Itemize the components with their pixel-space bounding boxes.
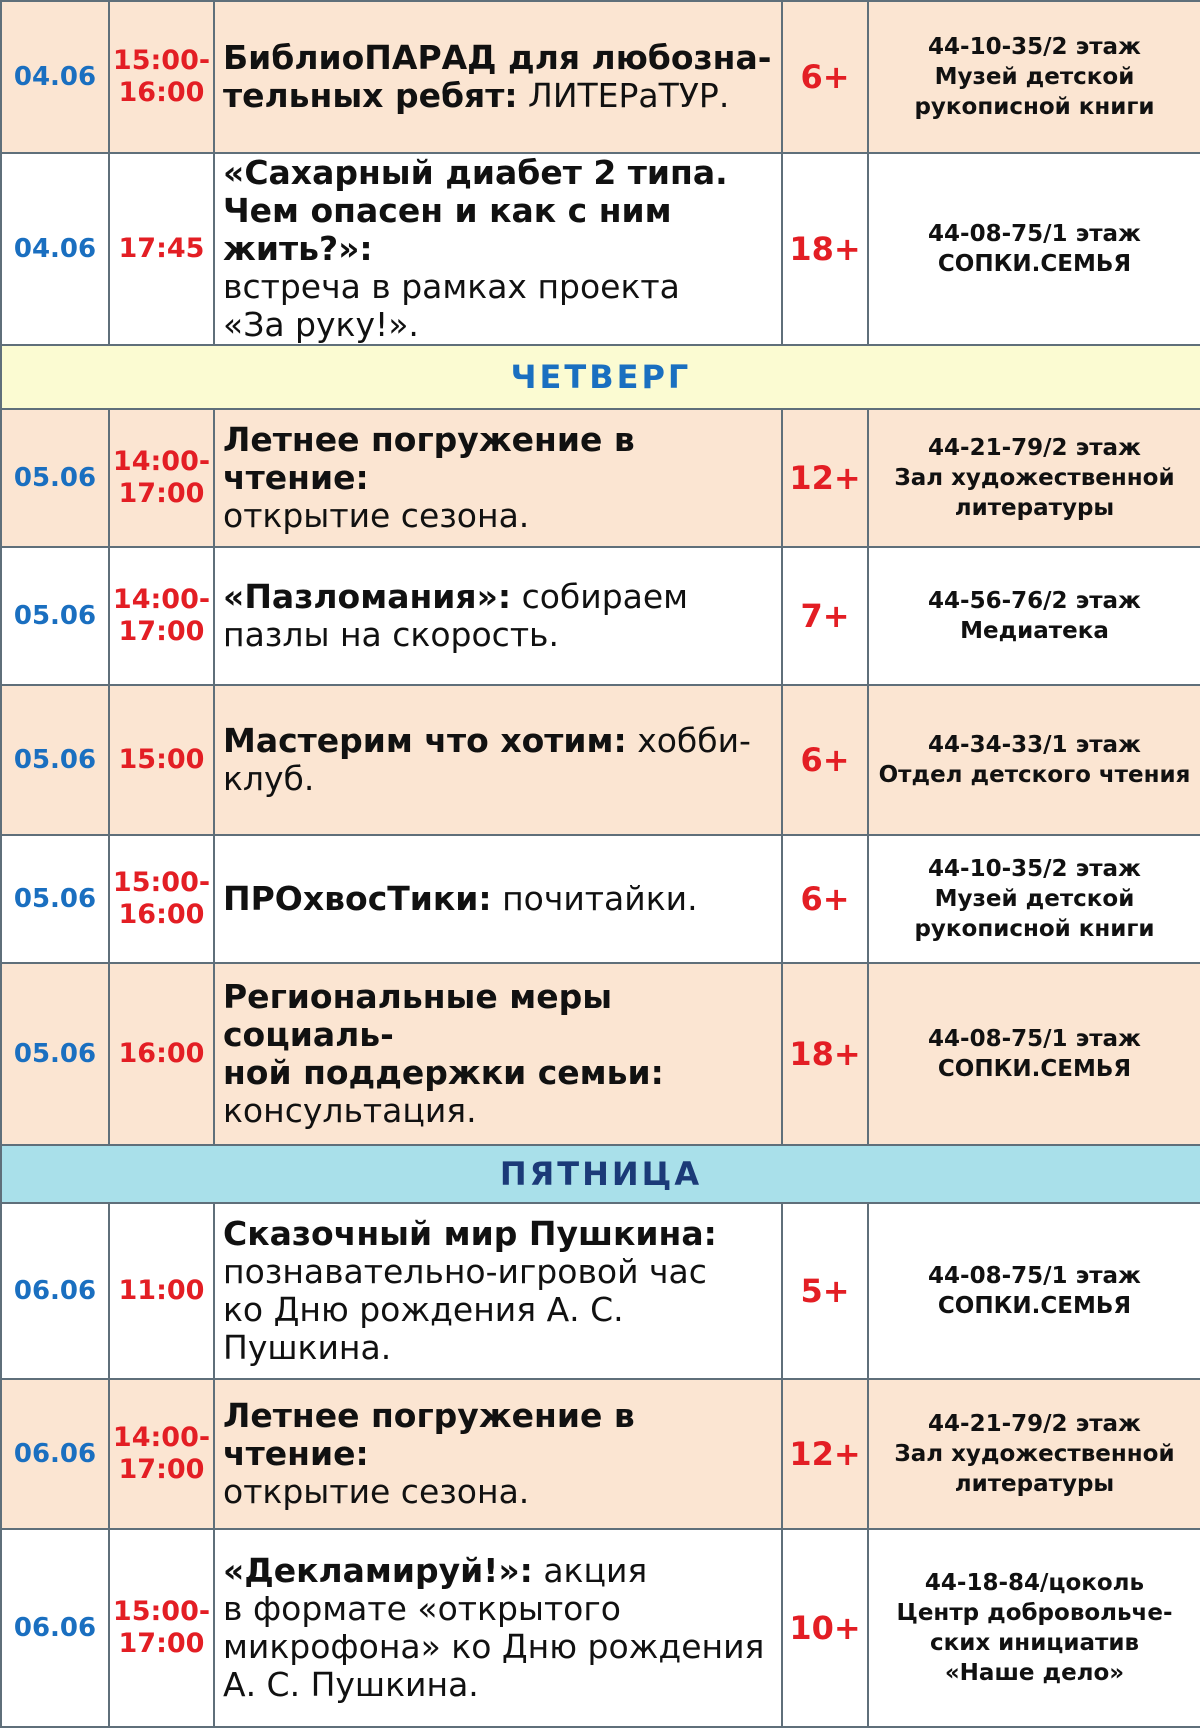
event-details: познавательно-игровой час ко Дню рождения А. С. Пушкина.: [223, 1252, 707, 1367]
event-title: ПРОхвосТики:: [223, 879, 492, 918]
event-row: [1, 1529, 1200, 1727]
location-line: Центр добровольче-: [896, 1600, 1173, 1626]
event-row: [1, 547, 1200, 685]
age-rating: 12+: [782, 409, 868, 547]
event-title: «Пазломания»:: [223, 577, 512, 616]
event-location: [868, 1, 1200, 153]
location-line: рукописной книги: [914, 916, 1155, 942]
event-date: 06.06: [1, 1529, 109, 1727]
event-date: 05.06: [1, 963, 109, 1145]
location-line: литературы: [954, 495, 1115, 521]
event-title: Летнее погружение в чтение:: [223, 1396, 635, 1473]
location-line: Зал художественной: [894, 1441, 1175, 1467]
event-title: «Декламируй!»:: [223, 1551, 533, 1590]
location-line: 44-56-76/2 этаж: [928, 588, 1141, 614]
event-time-text: 15:00: [118, 744, 205, 775]
location-line: литературы: [954, 1471, 1115, 1497]
event-details: встреча в рамках проекта «За руку!».: [223, 267, 680, 344]
location-line: 44-08-75/1 этаж: [928, 1263, 1141, 1289]
location-line: Отдел детского чтения: [878, 762, 1191, 788]
age-rating: 12+: [782, 1379, 868, 1529]
event-time-text: 15:00- 16:00: [112, 867, 211, 930]
location-line: 44-10-35/2 этаж: [928, 856, 1141, 882]
event-date: 06.06: [1, 1379, 109, 1529]
event-location: [868, 835, 1200, 963]
location-line: 44-18-84/цоколь: [924, 1570, 1145, 1596]
event-date: 04.06: [1, 153, 109, 345]
event-time-text: 14:00- 17:00: [112, 1422, 211, 1485]
event-location: [868, 1529, 1200, 1727]
event-description: [214, 1203, 782, 1379]
age-rating: 5+: [782, 1203, 868, 1379]
event-date: 06.06: [1, 1203, 109, 1379]
age-rating: 6+: [782, 1, 868, 153]
age-rating: 7+: [782, 547, 868, 685]
location-line: СОПКИ.СЕМЬЯ: [937, 1056, 1132, 1082]
event-title: Региональные меры социаль- ной поддержки семьи:: [223, 977, 664, 1092]
event-details: ЛИТЕРаТУР.: [517, 76, 730, 115]
age-rating: 6+: [782, 835, 868, 963]
event-row: [1, 1, 1200, 153]
event-time-text: 15:00- 16:00: [112, 45, 211, 108]
schedule-body: [1, 1, 1200, 1727]
event-row: [1, 1379, 1200, 1529]
age-rating: 18+: [782, 963, 868, 1145]
location-line: Зал художественной: [894, 465, 1175, 491]
location-line: ских инициатив: [929, 1630, 1139, 1656]
event-details: открытие сезона.: [223, 1472, 530, 1511]
event-time-text: 11:00: [118, 1275, 205, 1306]
event-time: [109, 685, 214, 835]
location-line: Музей детской: [934, 886, 1135, 912]
event-location: [868, 409, 1200, 547]
event-time: [109, 409, 214, 547]
event-time: [109, 1203, 214, 1379]
event-row: [1, 1203, 1200, 1379]
location-line: СОПКИ.СЕМЬЯ: [937, 251, 1132, 277]
age-rating: 6+: [782, 685, 868, 835]
event-location: [868, 963, 1200, 1145]
event-time: [109, 1529, 214, 1727]
event-description: [214, 409, 782, 547]
day-header-row: [1, 1145, 1200, 1203]
age-rating: 18+: [782, 153, 868, 345]
event-row: [1, 153, 1200, 345]
event-description: [214, 835, 782, 963]
event-location: [868, 547, 1200, 685]
event-date: 05.06: [1, 547, 109, 685]
event-title: Летнее погружение в чтение:: [223, 420, 635, 497]
location-line: Медиатека: [960, 618, 1109, 644]
event-details: акция в формате «открытого микрофона» ко Дню рождения А. С. Пушкина.: [223, 1551, 765, 1704]
location-line: «Наше дело»: [944, 1660, 1125, 1686]
event-details: консультация.: [223, 1091, 477, 1130]
event-description: [214, 963, 782, 1145]
event-description: [214, 685, 782, 835]
event-description: [214, 1379, 782, 1529]
event-title: Сказочный мир Пушкина:: [223, 1214, 717, 1253]
event-title: «Сахарный диабет 2 типа. Чем опасен и как с ним жить?»:: [223, 153, 728, 268]
event-time-text: 17:45: [118, 233, 205, 264]
event-row: [1, 835, 1200, 963]
event-details: открытие сезона.: [223, 496, 530, 535]
location-line: Музей детской: [934, 64, 1135, 90]
event-time-text: 14:00- 17:00: [112, 584, 211, 647]
location-line: 44-08-75/1 этаж: [928, 1026, 1141, 1052]
location-line: 44-10-35/2 этаж: [928, 34, 1141, 60]
event-description: [214, 1, 782, 153]
event-time-text: 15:00- 17:00: [112, 1596, 211, 1659]
location-line: 44-21-79/2 этаж: [928, 435, 1141, 461]
event-time: [109, 153, 214, 345]
event-date: 05.06: [1, 835, 109, 963]
event-description: [214, 1529, 782, 1727]
event-time-text: 16:00: [118, 1038, 205, 1069]
location-line: 44-08-75/1 этаж: [928, 221, 1141, 247]
event-time: [109, 547, 214, 685]
event-row: [1, 409, 1200, 547]
location-line: СОПКИ.СЕМЬЯ: [937, 1293, 1132, 1319]
event-details: хобби- клуб.: [223, 721, 751, 798]
event-location: [868, 685, 1200, 835]
event-time: [109, 1, 214, 153]
event-title: Мастерим что хотим:: [223, 721, 627, 760]
event-date: 05.06: [1, 685, 109, 835]
event-date: 05.06: [1, 409, 109, 547]
location-line: 44-21-79/2 этаж: [928, 1411, 1141, 1437]
event-details: почитайки.: [491, 879, 698, 918]
event-time: [109, 835, 214, 963]
event-location: [868, 1379, 1200, 1529]
event-description: [214, 547, 782, 685]
event-time-text: 14:00- 17:00: [112, 446, 211, 509]
event-location: [868, 1203, 1200, 1379]
event-time: [109, 1379, 214, 1529]
event-details: собираем пазлы на скорость.: [223, 577, 689, 654]
location-line: 44-34-33/1 этаж: [928, 732, 1141, 758]
day-header-row: [1, 345, 1200, 409]
age-rating: 10+: [782, 1529, 868, 1727]
event-title: БиблиоПАРАД для любозна- тельных ребят:: [223, 38, 772, 115]
event-description: [214, 153, 782, 345]
event-time: [109, 963, 214, 1145]
day-header: ПЯТНИЦА: [1, 1145, 1200, 1203]
event-date: 04.06: [1, 1, 109, 153]
location-line: рукописной книги: [914, 94, 1155, 120]
event-location: [868, 153, 1200, 345]
event-row: [1, 963, 1200, 1145]
event-row: [1, 685, 1200, 835]
day-header: ЧЕТВЕРГ: [1, 345, 1200, 409]
